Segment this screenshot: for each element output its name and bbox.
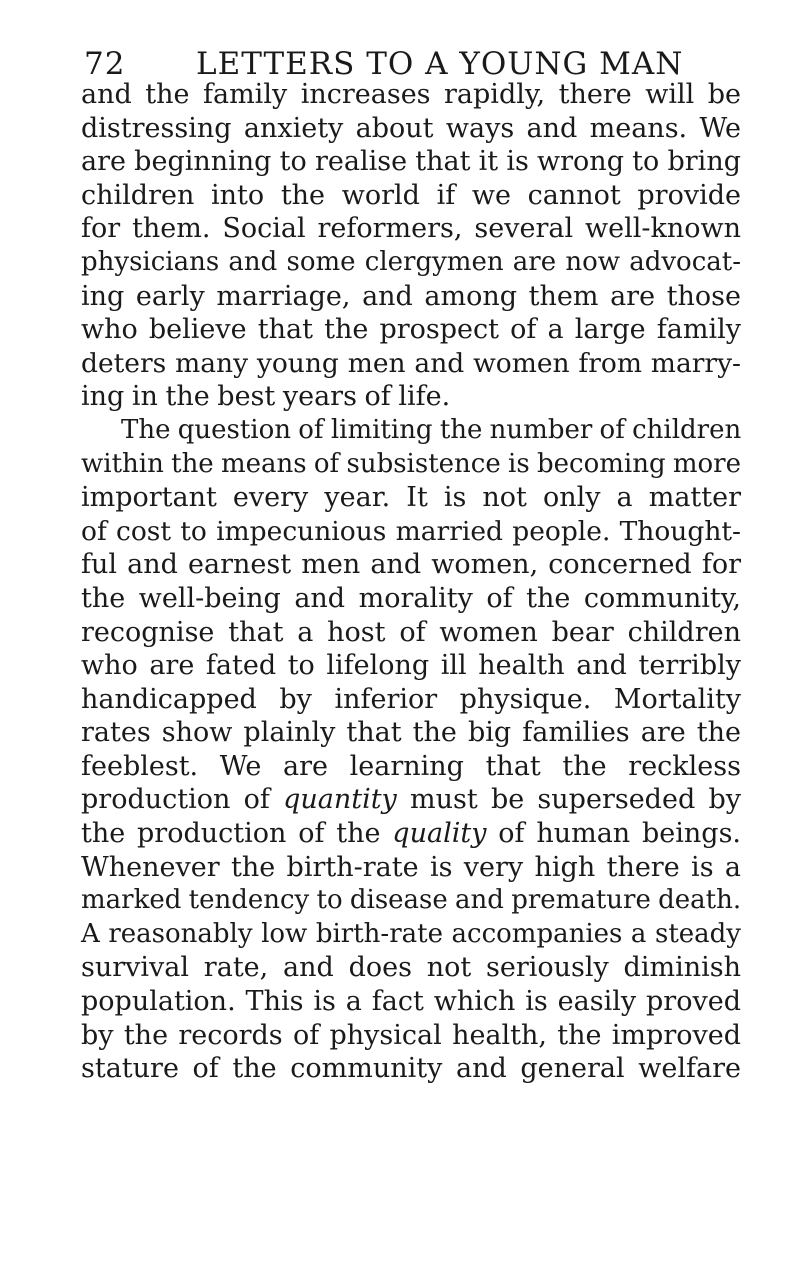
text-segment: the production of the bbox=[81, 818, 393, 850]
text-line: ing early marriage, and among them are those bbox=[81, 280, 741, 312]
text-line: ing in the best years of life. bbox=[81, 381, 451, 413]
paragraph-1 bbox=[81, 78, 741, 414]
italic-word: quality bbox=[392, 818, 487, 850]
text-line: feeblest. We are learning that the reckless bbox=[81, 750, 741, 782]
page-number: 72 bbox=[84, 46, 126, 82]
text-segment: must be superseded by bbox=[396, 784, 741, 816]
running-title: LETTERS TO A YOUNG MAN bbox=[196, 46, 684, 82]
text-line: who believe that the prospect of a large family bbox=[81, 314, 741, 346]
text-line: deters many young men and women from marry- bbox=[81, 347, 741, 379]
body-text bbox=[81, 78, 741, 1086]
text-line: stature of the community and general welfare bbox=[81, 1053, 741, 1085]
text-line: survival rate, and does not seriously diminish bbox=[81, 952, 741, 984]
text-line: by the records of physical health, the improved bbox=[81, 1019, 741, 1051]
text-line: of cost to impecunious married people. Thought- bbox=[81, 515, 741, 547]
text-line: and the family increases rapidly, there will be bbox=[81, 79, 741, 110]
text-line: within the means of subsistence is becoming more bbox=[81, 448, 741, 479]
text-line: rates show plainly that the big families are the bbox=[81, 717, 741, 749]
text-line: important every year. It is not only a matter bbox=[81, 482, 741, 514]
text-line bbox=[81, 783, 741, 817]
text-line: ful and earnest men and women, concerned for bbox=[81, 549, 741, 581]
text-line: A reasonably low birth-rate accompanies a steady bbox=[81, 918, 741, 949]
text-line: Whenever the birth-rate is very high there is a bbox=[81, 851, 741, 883]
text-line: distressing anxiety about ways and means. We bbox=[81, 112, 741, 144]
italic-word: quantity bbox=[283, 784, 397, 816]
text-line bbox=[81, 817, 741, 851]
text-line: population. This is a fact which is easily proved bbox=[81, 986, 741, 1018]
text-line: handicapped by inferior physique. Mortality bbox=[81, 683, 741, 715]
text-line: children into the world if we cannot provide bbox=[81, 179, 741, 211]
text-line: recognise that a host of women bear children bbox=[81, 616, 741, 648]
text-segment: of human beings. bbox=[486, 818, 742, 850]
text-line: marked tendency to disease and premature death. bbox=[81, 885, 742, 916]
paragraph-2 bbox=[81, 414, 741, 1086]
text-line: for them. Social reformers, several well-known bbox=[81, 213, 741, 245]
text-segment: production of bbox=[81, 784, 284, 816]
text-line: The question of limiting the number of children bbox=[121, 414, 742, 445]
text-line: the well-being and morality of the community, bbox=[81, 582, 741, 614]
text-line: physicians and some clergymen are now advocat- bbox=[81, 246, 741, 277]
text-line: are beginning to realise that it is wrong to bring bbox=[81, 146, 741, 178]
text-line: who are fated to lifelong ill health and terribly bbox=[81, 650, 741, 682]
